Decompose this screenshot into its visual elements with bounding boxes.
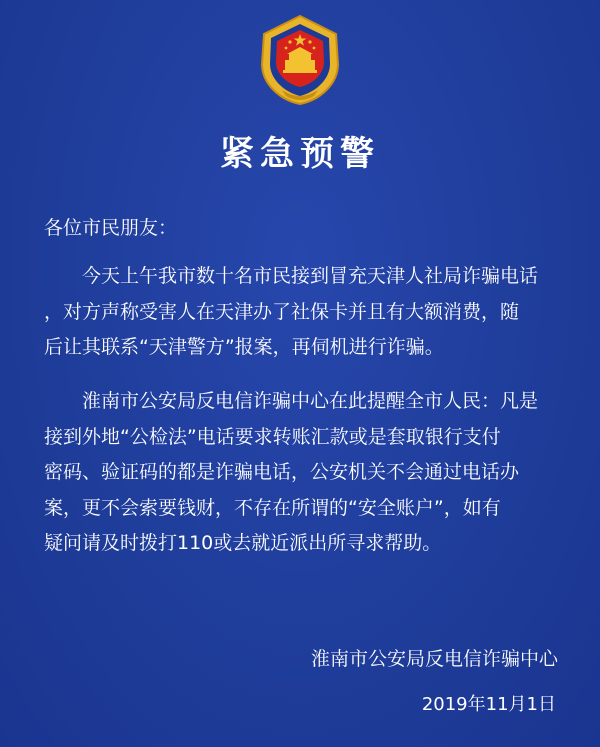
signature: 淮南市公安局反电信诈骗中心 <box>310 648 558 670</box>
paragraph-1-line: 今天上午我市数十名市民接到冒充天津人社局诈骗电话 <box>82 265 539 287</box>
police-emblem-icon <box>252 12 348 108</box>
paragraph-2-line: 疑问请及时拨打110或去就近派出所寻求帮助。 <box>44 532 442 554</box>
paragraph-1 <box>44 259 560 366</box>
paragraph-2 <box>44 384 560 562</box>
paragraph-2-line: 案，更不会索要钱财，不存在所谓的“安全账户”，如有 <box>44 496 501 519</box>
paragraph-1-line: ，对方声称受害人在天津办了社保卡并且有大额消费，随 <box>44 300 520 323</box>
paragraph-2-line: 接到外地“公检法”电话要求转账汇款或是套取银行支付 <box>44 425 501 448</box>
paragraph-2-line: 淮南市公安局反电信诈骗中心在此提醒全市人民：凡是 <box>82 390 539 412</box>
date: 2019年11月1日 <box>421 694 556 715</box>
paragraph-1-line: 后让其联系“天津警方”报案，再伺机进行诈骗。 <box>44 336 444 358</box>
greeting: 各位市民朋友： <box>44 217 178 239</box>
page-title: 紧急预警 <box>220 134 380 174</box>
paragraph-2-line: 密码、验证码的都是诈骗电话，公安机关不会通过电话办 <box>44 461 520 483</box>
